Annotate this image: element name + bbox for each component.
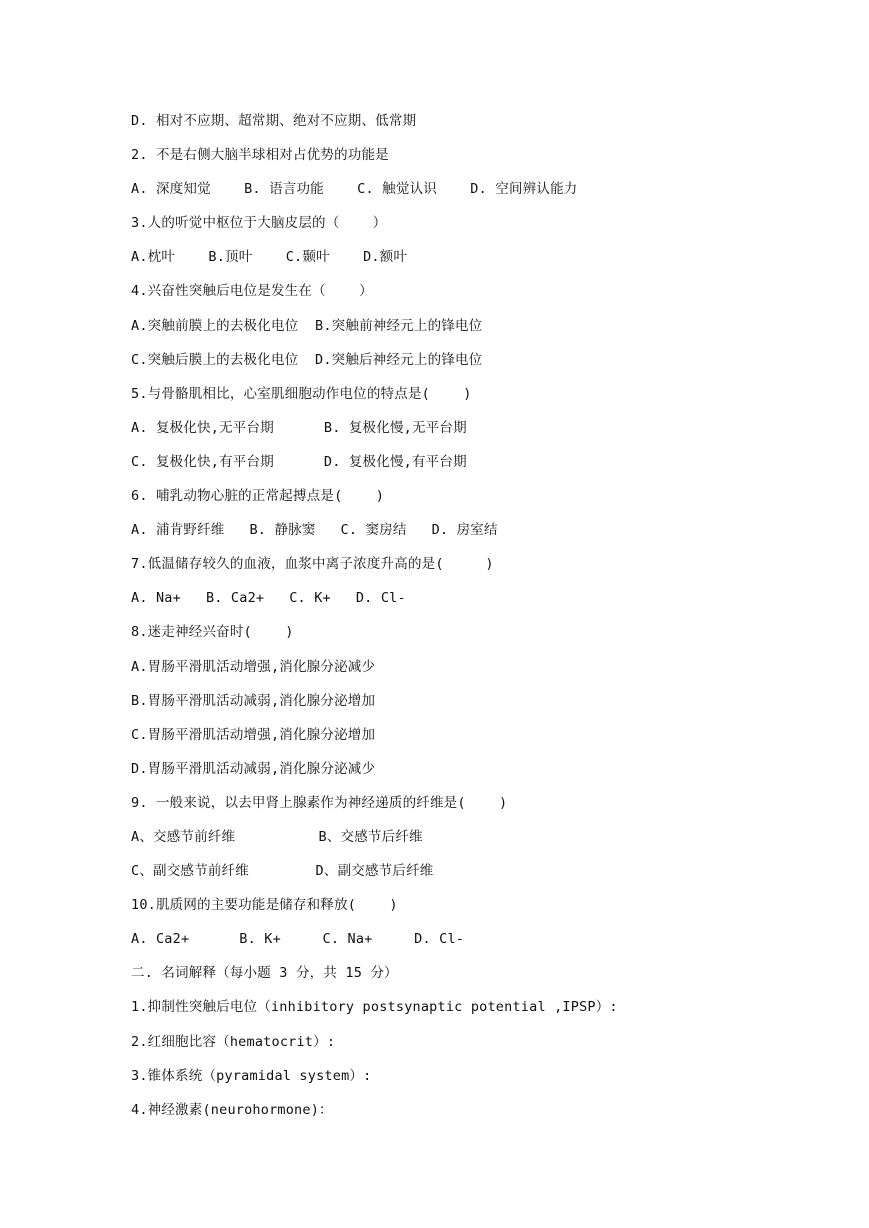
question-2: 2. 不是右侧大脑半球相对占优势的功能是 [131, 147, 389, 164]
question-9: 9. 一般来说，以去甲肾上腺素作为神经递质的纤维是( ) [131, 794, 508, 811]
option-q8-d: D.胃肠平滑肌活动减弱,消化腺分泌减少 [131, 760, 376, 777]
question-7: 7.低温储存较久的血液，血浆中离子浓度升高的是( ) [131, 556, 494, 573]
options-q4-ab: A.突触前膜上的去极化电位 B.突触前神经元上的锋电位 [131, 317, 483, 334]
term-4: 4.神经激素(neurohormone)： [131, 1101, 333, 1118]
options-q3: A.枕叶 B.顶叶 C.颞叶 D.额叶 [131, 249, 408, 266]
term-3: 3.锥体系统（pyramidal system）: [131, 1067, 372, 1084]
options-q10: A. Ca2+ B. K+ C. Na+ D. Cl- [131, 931, 465, 948]
options-q7: A. Na+ B. Ca2+ C. K+ D. Cl- [131, 590, 406, 607]
options-q9-cd: C、副交感节前纤维 D、副交感节后纤维 [131, 863, 434, 880]
term-1: 1.抑制性突触后电位（inhibitory postsynaptic potential ,IPSP）: [131, 999, 618, 1016]
options-q9-ab: A、交感节前纤维 B、交感节后纤维 [131, 828, 423, 845]
term-2: 2.红细胞比容（hematocrit）: [131, 1033, 336, 1050]
question-5: 5.与骨骼肌相比，心室肌细胞动作电位的特点是( ) [131, 385, 472, 402]
options-q6: A. 浦肯野纤维 B. 静脉窦 C. 窦房结 D. 房室结 [131, 522, 498, 539]
options-q5-ab: A. 复极化快,无平台期 B. 复极化慢,无平台期 [131, 419, 467, 436]
option-q8-b: B.胃肠平滑肌活动减弱,消化腺分泌增加 [131, 692, 376, 709]
option-line: D. 相对不应期、超常期、绝对不应期、低常期 [131, 113, 417, 129]
options-q2: A. 深度知觉 B. 语言功能 C. 触觉认识 D. 空间辨认能力 [131, 181, 578, 198]
options-q5-cd: C. 复极化快,有平台期 D. 复极化慢,有平台期 [131, 453, 467, 470]
question-8: 8.迷走神经兴奋时( ) [131, 624, 294, 641]
question-3: 3.人的听觉中枢位于大脑皮层的（ ） [131, 215, 387, 232]
question-10: 10.肌质网的主要功能是储存和释放( ) [131, 897, 398, 914]
exam-content [131, 110, 831, 1133]
option-q8-a: A.胃肠平滑肌活动增强,消化腺分泌减少 [131, 658, 376, 675]
option-q8-c: C.胃肠平滑肌活动增强,消化腺分泌增加 [131, 726, 376, 743]
question-4: 4.兴奋性突触后电位是发生在（ ） [131, 283, 373, 300]
question-6: 6. 哺乳动物心脏的正常起搏点是( ) [131, 488, 385, 505]
section-heading: 二. 名词解释（每小题 3 分，共 15 分） [131, 965, 398, 982]
options-q4-cd: C.突触后膜上的去极化电位 D.突触后神经元上的锋电位 [131, 351, 483, 368]
